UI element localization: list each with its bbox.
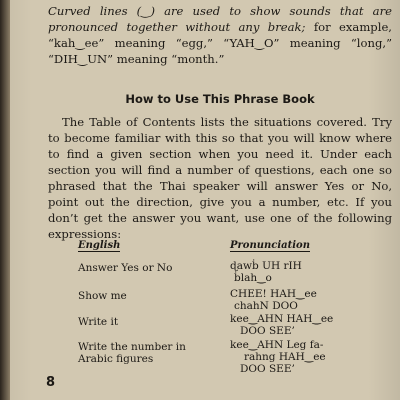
phrase-english: Write it <box>78 316 119 328</box>
intro-examples-text: for example, “kah‿ee” meaning “egg,” “YAH‿O” meaning “long,” “DIH‿UN” meaning “month.” <box>48 20 392 66</box>
pronunciation-line: chahN DOO <box>234 300 298 312</box>
phrase-english: Write the number in Arabic figures <box>78 341 186 365</box>
pronunciation-line: ḃlah‿o <box>234 272 272 284</box>
phrase-english: Answer Yes or No <box>78 262 173 274</box>
pronunciation-line: rahng HAH‿ee <box>244 351 326 363</box>
intro-paragraph <box>48 3 392 67</box>
phrase-pronunciation <box>230 339 390 375</box>
pronunciation-line: CHEE! HAH‿ee <box>230 288 317 300</box>
phrase-pronunciation <box>230 288 390 312</box>
pronunciation-line: kee‿AHN HAH‿ee <box>230 313 334 325</box>
phrase-pronunciation <box>230 313 390 337</box>
column-header-english: English <box>78 240 121 251</box>
phrase-pronunciation <box>230 260 390 284</box>
section-paragraph <box>48 114 392 242</box>
pronunciation-line: DOO SEE’ <box>240 325 295 337</box>
page-binding-shadow <box>0 0 10 400</box>
section-paragraph-text: The Table of Contents lists the situations covered. Try to become familiar with this so that you will know where to find a given section when you need it. Under each section you will find a number of questions, each one so phrased that the Thai speaker will answer Yes or No, point out the direction, give you a number, etc. If you don’t get the answer you want, use one of the following expressions: <box>48 115 392 241</box>
intro-italic-text: Curved lines (‿) are used to show sounds that are pronounced together without any break; <box>48 4 392 34</box>
section-heading: How to Use This Phrase Book <box>125 92 315 106</box>
page-number: 8 <box>46 375 56 390</box>
pronunciation-line: DOO SEE’ <box>240 363 295 375</box>
column-header-pronunciation: Pronunciation <box>230 240 310 251</box>
pronunciation-line: ɖawḃ UH rIH <box>230 260 302 272</box>
pronunciation-line: kee‿AHN Leg fa- <box>230 339 324 351</box>
phrase-english: Show me <box>78 290 127 302</box>
